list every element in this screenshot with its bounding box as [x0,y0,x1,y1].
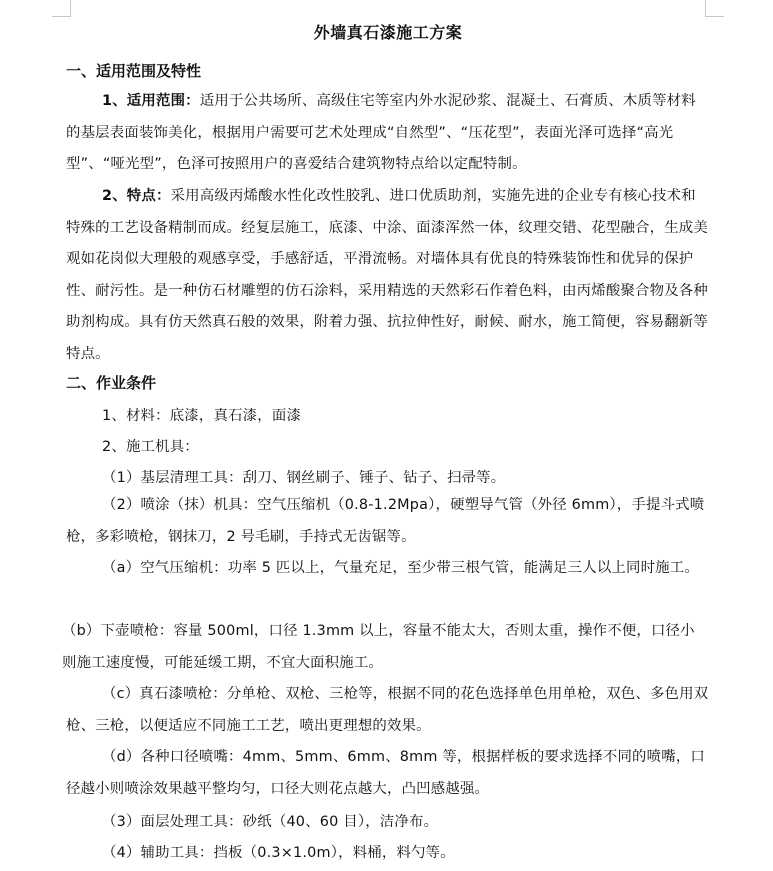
tool-nozzles: （d）各种口径喷嘴：4mm、5mm、6mm、8mm 等，根据样板的要求选择不同的喷嘴，口径越小则喷涂效果越平整均匀，口径大则花点越大，凸凹感越强。 [66,749,705,797]
scope-label: 1、适用范围： [102,93,200,109]
paragraph-scope [66,86,710,181]
features-label: 2、特点： [102,188,171,204]
tool-surface: （3）面层处理工具：砂纸（40、60 目），洁净布。 [102,814,439,830]
document-title: 外墙真石漆施工方案 [313,23,463,42]
tool-spraying: （2）喷涂（抹）机具：空气压缩机（0.8-1.2Mpa），硬塑导气管（外径 6mm），手提斗式喷枪，多彩喷枪，钢抹刀，2 号毛刷，手持式无齿锯等。 [66,497,705,545]
tool-gravity-gun: （b）下壶喷枪：容量 500ml，口径 1.3mm 以上，容量不能太大，否则太重，操作不便，口径小则施工速度慢，可能延缓工期，不宜大面积施工。 [62,623,695,671]
paragraph-features [66,181,710,370]
tool-cleaning: （1）基层清理工具：刮刀、钢丝刷子、锤子、钻子、扫帚等。 [102,470,506,486]
section-heading-conditions: 二、作业条件 [66,374,157,392]
tool-auxiliary: （4）辅助工具：挡板（0.3×1.0m），料桶，料勺等。 [102,845,455,861]
page-corner-mark-left [52,0,71,17]
features-text: 采用高级丙烯酸水性化改性胶乳、进口优质助剂，实施先进的企业专有核心技术和特殊的工艺设备精制而成。经复层施工，底漆、中涂、面漆浑然一体，纹理交错、花型融合，生成美观如花岗似大理般的观感享受，手感舒适，平滑流畅。对墙体具有优良的特殊装饰性和优异的保护性、耐污性。是一种仿石材雕塑的仿石涂料，采用精选的天然彩石作着色料，由丙烯酸聚合物及各种助剂构成。具有仿天然真石般的效果，附着力强、抗拉伸性好，耐候、耐水，施工简便，容易翻新等特点。 [66,188,708,362]
section-heading-scope: 一、适用范围及特性 [66,62,202,80]
item-materials: 1、材料：底漆，真石漆，面漆 [102,408,302,424]
tool-stone-gun: （c）真石漆喷枪：分单枪、双枪、三枪等，根据不同的花色选择单色用单枪，双色、多色用双枪、三枪，以便适应不同施工工艺，喷出更理想的效果。 [66,686,709,734]
tool-compressor: （a）空气压缩机：功率 5 匹以上，气量充足，至少带三根气管，能满足三人以上同时施工。 [102,560,699,576]
scope-text: 适用于公共场所、高级住宅等室内外水泥砂浆、混凝土、石膏质、木质等材料的基层表面装饰美化，根据用户需要可艺术处理成“自然型”、“压花型”，表面光泽可选择“高光型”、“哑光型”，色泽可按照用户的喜爱结合建筑物特点给以定配特制。 [66,93,696,172]
page-corner-mark-right [705,0,724,17]
item-tools: 2、施工机具： [102,439,199,455]
